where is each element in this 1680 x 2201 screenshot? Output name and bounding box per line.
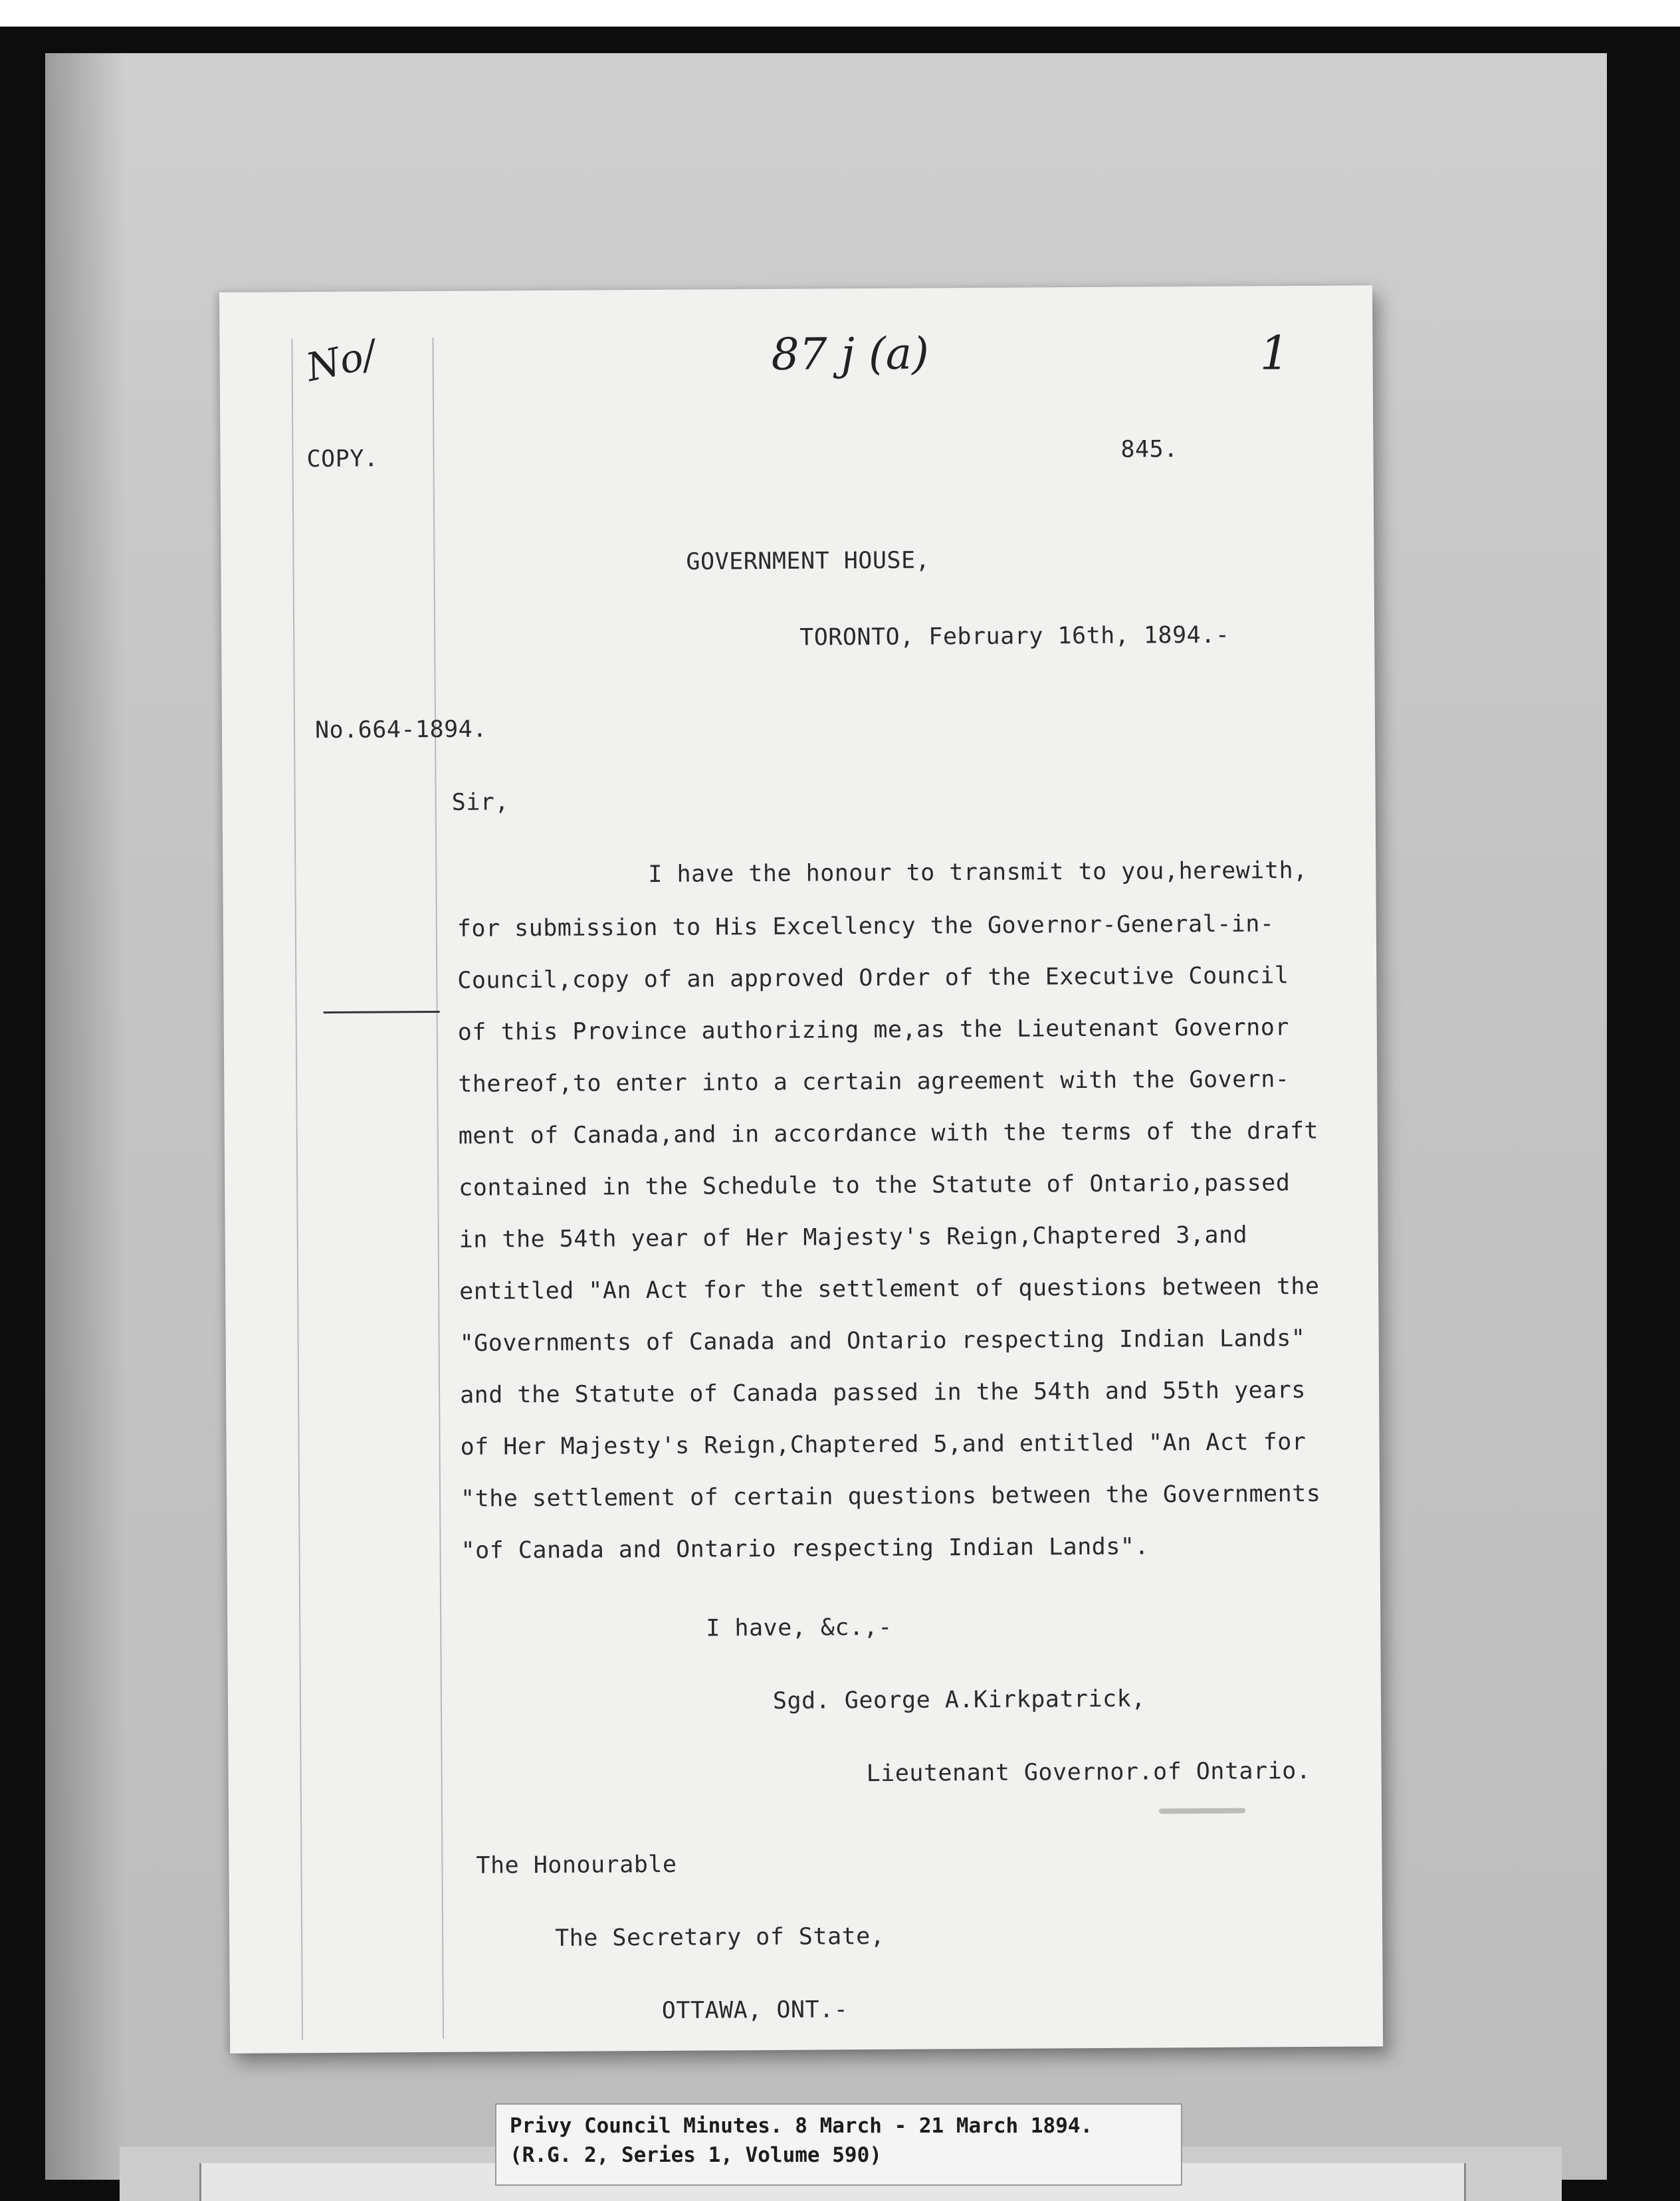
addressee-line: OTTAWA, ONT.- xyxy=(661,1996,849,2024)
archive-caption-label xyxy=(495,2103,1182,2186)
margin-rule-left xyxy=(291,338,303,2040)
handwritten-page-mark: 1 xyxy=(1259,326,1290,381)
caption-reference: (R.G. 2, Series 1, Volume 590) xyxy=(510,2143,882,2167)
handwritten-folio-number: 87 j (a) xyxy=(771,328,930,380)
board-shadow xyxy=(45,53,125,2180)
salutation: Sir, xyxy=(451,789,510,816)
body-line: of Her Majesty's Reign,Chaptered 5,and entitled "An Act for xyxy=(460,1429,1307,1461)
body-line: "Governments of Canada and Ontario respecting Indian Lands" xyxy=(459,1325,1306,1357)
addressee-line: The Secretary of State, xyxy=(555,1923,885,1952)
body-line: entitled "An Act for the settlement of questions between the xyxy=(459,1273,1320,1305)
body-line: Council,copy of an approved Order of the Executive Council xyxy=(457,962,1289,994)
caption-title: Privy Council Minutes. 8 March - 21 March 1894. xyxy=(510,2114,1093,2138)
signature-title: Lieutenant Governor.of Ontario. xyxy=(866,1758,1311,1788)
document-sheet xyxy=(219,285,1383,2053)
body-line: ment of Canada,and in accordance with the terms of the draft xyxy=(458,1117,1319,1150)
body-line: "of Canada and Ontario respecting Indian Lands". xyxy=(461,1533,1150,1564)
body-line: I have the honour to transmit to you,herewith, xyxy=(648,857,1308,889)
margin-dash-rule xyxy=(324,1011,440,1013)
copy-label: COPY. xyxy=(306,445,379,473)
body-line: of this Province authorizing me,as the Lieutenant Governor xyxy=(457,1014,1290,1046)
letter-heading: GOVERNMENT HOUSE, xyxy=(686,547,930,576)
body-line: and the Statute of Canada passed in the 54th and 55th years xyxy=(460,1377,1306,1409)
margin-rule-right xyxy=(432,338,444,2039)
signature: Sgd. George A.Kirkpatrick, xyxy=(772,1685,1146,1715)
dateline: TORONTO, February 16th, 1894.- xyxy=(799,621,1230,651)
ink-smudge xyxy=(1159,1808,1245,1814)
body-line: for submission to His Excellency the Governor-General-in- xyxy=(457,910,1275,942)
film-edge xyxy=(0,0,1680,27)
handwritten-corner-mark: No/ xyxy=(302,331,380,391)
page-number: 845. xyxy=(1120,436,1178,463)
addressee-line: The Honourable xyxy=(476,1851,677,1879)
body-line: contained in the Schedule to the Statute of Ontario,passed xyxy=(459,1170,1291,1202)
body-line: thereof,to enter into a certain agreement with the Govern- xyxy=(458,1066,1290,1098)
body-line: "the settlement of certain questions between the Governments xyxy=(460,1480,1321,1513)
closing: I have, &c.,- xyxy=(706,1614,892,1642)
reference-number: No.664-1894. xyxy=(314,716,488,744)
body-line: in the 54th year of Her Majesty's Reign,Chaptered 3,and xyxy=(459,1221,1248,1253)
